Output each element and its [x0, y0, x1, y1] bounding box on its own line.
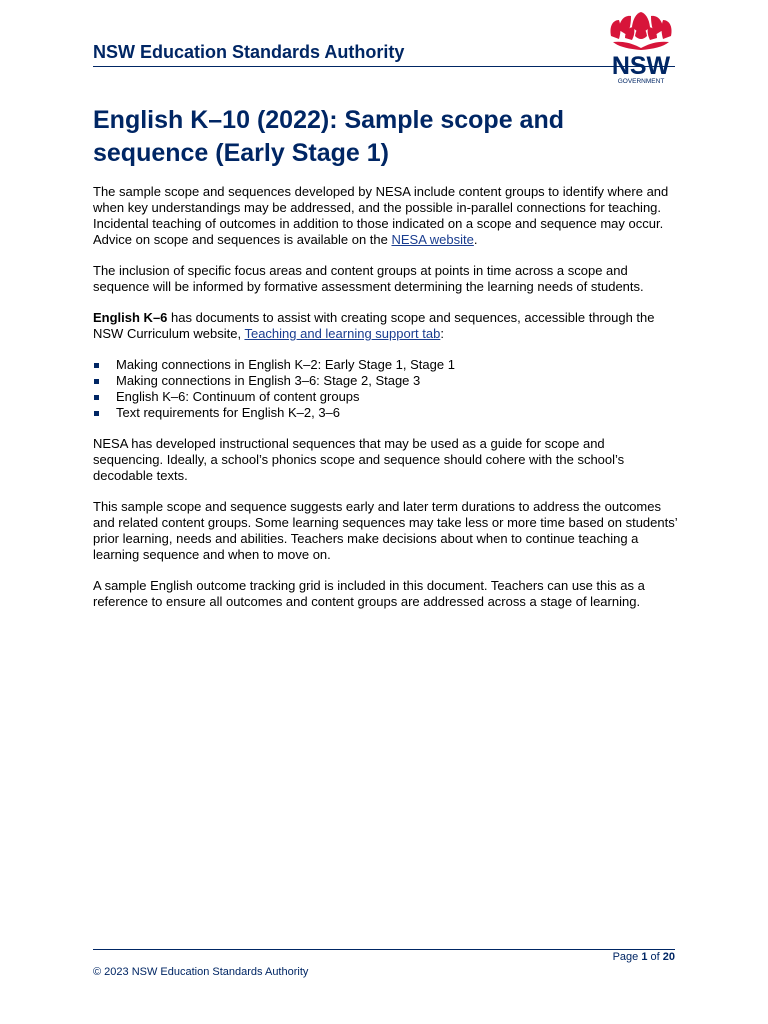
list-item-text: Text requirements for English K–2, 3–6	[116, 405, 341, 420]
english-k6-label: English K–6	[93, 310, 168, 325]
resource-list	[93, 357, 678, 421]
teaching-support-tab-link[interactable]: Teaching and learning support tab	[244, 326, 441, 341]
tracking-grid-paragraph: A sample English outcome tracking grid is included in this document. Teachers can use this as a reference to ensure all outcomes and content groups are addressed across a stage of learning.	[93, 578, 645, 609]
logo-nsw-text: NSW	[611, 52, 671, 80]
english-k6-end: :	[440, 326, 444, 341]
list-item-text: English K–6: Continuum of content groups	[116, 389, 360, 404]
instructional-sequences-paragraph: NESA has developed instructional sequences that may be used as a guide for scope and sequencing. Ideally, a school’s phonics scope and sequence should cohere with the school’s decodable texts.	[93, 436, 625, 483]
page-label: Page	[612, 951, 642, 963]
list-item	[93, 389, 678, 405]
list-item-text: Making connections in English 3–6: Stage 2, Stage 3	[116, 373, 421, 388]
logo-government-text: GOVERNMENT	[617, 78, 665, 85]
focus-areas-paragraph: The inclusion of specific focus areas and content groups at points in time across a scope and sequence will be informed by formative assessment determining the learning needs of students.	[93, 263, 644, 294]
list-item	[93, 373, 678, 389]
header-divider	[93, 66, 675, 67]
footer-divider	[93, 949, 675, 950]
intro-end: .	[473, 232, 478, 247]
list-item	[93, 357, 678, 373]
intro-paragraph	[93, 184, 678, 248]
nsw-government-logo	[605, 12, 677, 86]
intro-text: The sample scope and sequences developed by NESA include content groups to identify where and when key understandings may be addressed, and the possible in-parallel connections for teaching. Incidental teaching of outcomes in addition to those indicated on a scope and sequence may occur. Advice on scope and sequences is available on the	[93, 184, 669, 247]
nesa-website-link[interactable]: NESA website	[391, 232, 474, 247]
bullet-square-icon	[94, 379, 99, 384]
page-total: 20	[662, 951, 675, 963]
waratah-flower-icon	[610, 12, 671, 50]
bullet-square-icon	[94, 363, 99, 368]
page-title: English K–10 (2022): Sample scope and sequence (Early Stage 1)	[93, 106, 564, 167]
english-k6-paragraph	[93, 310, 678, 342]
document-body	[93, 184, 678, 625]
term-durations-paragraph: This sample scope and sequence suggests early and later term durations to address the outcomes and related content groups. Some learning sequences may take less or more time based on students’ prior learning, needs and abilities. Teachers make decisions about when to continue teaching a learning sequence and when to move on.	[93, 499, 678, 562]
page-current: 1	[641, 951, 648, 963]
list-item-text: Making connections in English K–2: Early Stage 1, Stage 1	[116, 357, 455, 372]
bullet-square-icon	[94, 411, 99, 416]
english-k6-text: has documents to assist with creating scope and sequences, accessible through the NSW Curriculum website,	[93, 310, 655, 341]
copyright-notice: © 2023 NSW Education Standards Authority	[93, 966, 309, 978]
page-of: of	[647, 951, 663, 963]
bullet-square-icon	[94, 395, 99, 400]
list-item	[93, 405, 678, 421]
header-title: NSW Education Standards Authority	[93, 42, 405, 62]
page-number	[613, 951, 675, 963]
